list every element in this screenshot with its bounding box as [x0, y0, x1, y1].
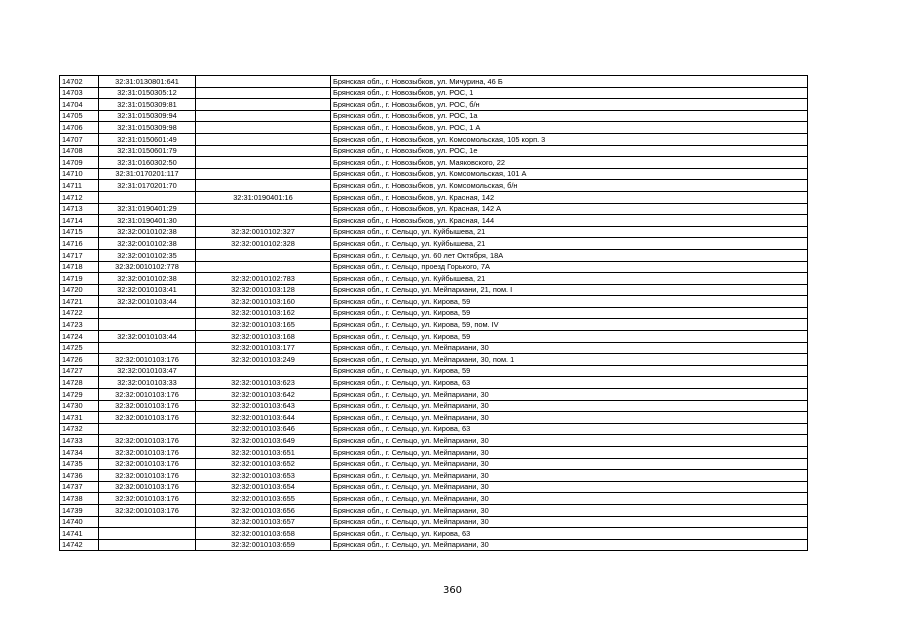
land-cadastral-number-cell — [99, 342, 196, 354]
table-row — [60, 145, 808, 157]
row-number-cell: 14702 — [60, 76, 99, 88]
row-number-cell: 14737 — [60, 481, 99, 493]
page-number: 360 — [442, 585, 463, 596]
building-cadastral-number-cell: 32:32:0010103:653 — [196, 470, 331, 482]
building-cadastral-number-cell: 32:32:0010103:655 — [196, 493, 331, 505]
land-cadastral-number-cell: 32:31:0160302:50 — [99, 157, 196, 169]
table-row — [60, 307, 808, 319]
address-cell: Брянская обл., г. Сельцо, ул. Мейпариани, 30 — [331, 389, 808, 401]
table-row — [60, 331, 808, 343]
land-cadastral-number-cell: 32:32:0010102:35 — [99, 249, 196, 261]
address-cell: Брянская обл., г. Сельцо, ул. Мейпариани, 30 — [331, 458, 808, 470]
address-cell: Брянская обл., г. Новозыбков, ул. Маяковского, 22 — [331, 157, 808, 169]
land-cadastral-number-cell — [99, 307, 196, 319]
row-number-cell: 14704 — [60, 99, 99, 111]
table-row — [60, 470, 808, 482]
building-cadastral-number-cell — [196, 168, 331, 180]
address-cell: Брянская обл., г. Сельцо, ул. Куйбышева, 21 — [331, 273, 808, 285]
row-number-cell: 14740 — [60, 516, 99, 528]
address-cell: Брянская обл., г. Сельцо, ул. Мейпариани, 30 — [331, 435, 808, 447]
row-number-cell: 14726 — [60, 354, 99, 366]
table-row — [60, 261, 808, 273]
table-row — [60, 400, 808, 412]
row-number-cell: 14703 — [60, 87, 99, 99]
row-number-cell: 14721 — [60, 296, 99, 308]
address-cell: Брянская обл., г. Новозыбков, ул. РОС, 1 — [331, 87, 808, 99]
row-number-cell: 14718 — [60, 261, 99, 273]
building-cadastral-number-cell: 32:32:0010103:649 — [196, 435, 331, 447]
row-number-cell: 14730 — [60, 400, 99, 412]
building-cadastral-number-cell: 32:32:0010102:327 — [196, 226, 331, 238]
table-row — [60, 342, 808, 354]
row-number-cell: 14723 — [60, 319, 99, 331]
row-number-cell: 14741 — [60, 528, 99, 540]
building-cadastral-number-cell — [196, 99, 331, 111]
land-cadastral-number-cell: 32:32:0010102:38 — [99, 226, 196, 238]
land-cadastral-number-cell — [99, 539, 196, 551]
address-cell: Брянская обл., г. Сельцо, ул. Куйбышева, 21 — [331, 226, 808, 238]
row-number-cell: 14731 — [60, 412, 99, 424]
address-cell: Брянская обл., г. Сельцо, ул. Кирова, 59 — [331, 365, 808, 377]
land-cadastral-number-cell: 32:31:0150309:94 — [99, 110, 196, 122]
address-cell: Брянская обл., г. Новозыбков, ул. Мичурина, 46 Б — [331, 76, 808, 88]
land-cadastral-number-cell: 32:31:0190401:30 — [99, 215, 196, 227]
row-number-cell: 14712 — [60, 191, 99, 203]
table-row — [60, 412, 808, 424]
land-cadastral-number-cell: 32:32:0010102:38 — [99, 273, 196, 285]
building-cadastral-number-cell: 32:31:0190401:16 — [196, 191, 331, 203]
table-row — [60, 516, 808, 528]
row-number-cell: 14734 — [60, 447, 99, 459]
table-row — [60, 365, 808, 377]
address-cell: Брянская обл., г. Сельцо, ул. Кирова, 63 — [331, 528, 808, 540]
table-row — [60, 203, 808, 215]
row-number-cell: 14711 — [60, 180, 99, 192]
building-cadastral-number-cell: 32:32:0010103:249 — [196, 354, 331, 366]
table-row — [60, 273, 808, 285]
table-row — [60, 133, 808, 145]
address-cell: Брянская обл., г. Новозыбков, ул. РОС, 1 А — [331, 122, 808, 134]
land-cadastral-number-cell: 32:32:0010103:176 — [99, 470, 196, 482]
building-cadastral-number-cell — [196, 110, 331, 122]
land-cadastral-number-cell: 32:32:0010103:176 — [99, 493, 196, 505]
land-cadastral-number-cell: 32:32:0010103:41 — [99, 284, 196, 296]
building-cadastral-number-cell — [196, 76, 331, 88]
land-cadastral-number-cell: 32:32:0010103:176 — [99, 412, 196, 424]
registry-table-body — [60, 76, 808, 551]
building-cadastral-number-cell — [196, 261, 331, 273]
land-cadastral-number-cell — [99, 516, 196, 528]
land-cadastral-number-cell: 32:32:0010103:176 — [99, 389, 196, 401]
address-cell: Брянская обл., г. Сельцо, ул. Мейпариани, 30 — [331, 412, 808, 424]
land-cadastral-number-cell: 32:31:0150309:81 — [99, 99, 196, 111]
row-number-cell: 14729 — [60, 389, 99, 401]
row-number-cell: 14724 — [60, 331, 99, 343]
building-cadastral-number-cell — [196, 249, 331, 261]
land-cadastral-number-cell — [99, 319, 196, 331]
address-cell: Брянская обл., г. Новозыбков, ул. РОС, 1а — [331, 110, 808, 122]
land-cadastral-number-cell: 32:31:0150601:79 — [99, 145, 196, 157]
building-cadastral-number-cell: 32:32:0010103:654 — [196, 481, 331, 493]
land-cadastral-number-cell: 32:32:0010103:44 — [99, 331, 196, 343]
table-row — [60, 110, 808, 122]
building-cadastral-number-cell: 32:32:0010103:644 — [196, 412, 331, 424]
table-row — [60, 122, 808, 134]
table-row — [60, 539, 808, 551]
address-cell: Брянская обл., г. Сельцо, ул. Мейпариани, 30 — [331, 516, 808, 528]
row-number-cell: 14708 — [60, 145, 99, 157]
address-cell: Брянская обл., г. Сельцо, ул. Мейпариани, 30 — [331, 481, 808, 493]
land-cadastral-number-cell: 32:32:0010103:33 — [99, 377, 196, 389]
address-cell: Брянская обл., г. Новозыбков, ул. Комсомольская, 101 А — [331, 168, 808, 180]
row-number-cell: 14732 — [60, 423, 99, 435]
building-cadastral-number-cell — [196, 133, 331, 145]
table-row — [60, 226, 808, 238]
building-cadastral-number-cell: 32:32:0010103:657 — [196, 516, 331, 528]
address-cell: Брянская обл., г. Сельцо, ул. Мейпариани, 30 — [331, 493, 808, 505]
land-cadastral-number-cell: 32:31:0170201:117 — [99, 168, 196, 180]
address-cell: Брянская обл., г. Новозыбков, ул. РОС, б/н — [331, 99, 808, 111]
row-number-cell: 14717 — [60, 249, 99, 261]
table-row — [60, 157, 808, 169]
table-row — [60, 76, 808, 88]
row-number-cell: 14710 — [60, 168, 99, 180]
table-row — [60, 493, 808, 505]
address-cell: Брянская обл., г. Сельцо, ул. Мейпариани, 30 — [331, 447, 808, 459]
row-number-cell: 14719 — [60, 273, 99, 285]
address-cell: Брянская обл., г. Сельцо, ул. Кирова, 63 — [331, 377, 808, 389]
land-cadastral-number-cell: 32:31:0170201:70 — [99, 180, 196, 192]
table-row — [60, 238, 808, 250]
land-cadastral-number-cell — [99, 528, 196, 540]
address-cell: Брянская обл., г. Новозыбков, ул. Красная, 142 — [331, 191, 808, 203]
building-cadastral-number-cell: 32:32:0010103:642 — [196, 389, 331, 401]
address-cell: Брянская обл., г. Сельцо, ул. Кирова, 59 — [331, 307, 808, 319]
table-row — [60, 191, 808, 203]
table-row — [60, 389, 808, 401]
building-cadastral-number-cell: 32:32:0010103:658 — [196, 528, 331, 540]
table-row — [60, 319, 808, 331]
table-row — [60, 168, 808, 180]
building-cadastral-number-cell — [196, 122, 331, 134]
land-cadastral-number-cell: 32:32:0010103:47 — [99, 365, 196, 377]
address-cell: Брянская обл., г. Сельцо, ул. Кирова, 59 — [331, 331, 808, 343]
land-cadastral-number-cell: 32:32:0010102:778 — [99, 261, 196, 273]
table-row — [60, 296, 808, 308]
address-cell: Брянская обл., г. Сельцо, ул. Кирова, 63 — [331, 423, 808, 435]
row-number-cell: 14716 — [60, 238, 99, 250]
row-number-cell: 14720 — [60, 284, 99, 296]
row-number-cell: 14706 — [60, 122, 99, 134]
table-row — [60, 481, 808, 493]
table-row — [60, 528, 808, 540]
land-cadastral-number-cell — [99, 191, 196, 203]
building-cadastral-number-cell: 32:32:0010103:128 — [196, 284, 331, 296]
table-row — [60, 377, 808, 389]
land-cadastral-number-cell: 32:31:0190401:29 — [99, 203, 196, 215]
address-cell: Брянская обл., г. Новозыбков, ул. Красная, 144 — [331, 215, 808, 227]
table-row — [60, 458, 808, 470]
row-number-cell: 14739 — [60, 504, 99, 516]
land-cadastral-number-cell: 32:32:0010103:176 — [99, 354, 196, 366]
land-cadastral-number-cell: 32:32:0010103:176 — [99, 400, 196, 412]
address-cell: Брянская обл., г. Новозыбков, ул. Красная, 142 А — [331, 203, 808, 215]
land-cadastral-number-cell: 32:31:0130801:641 — [99, 76, 196, 88]
address-cell: Брянская обл., г. Новозыбков, ул. Комсомольская, 105 корп. 3 — [331, 133, 808, 145]
table-row — [60, 435, 808, 447]
table-row — [60, 504, 808, 516]
building-cadastral-number-cell — [196, 365, 331, 377]
building-cadastral-number-cell: 32:32:0010103:165 — [196, 319, 331, 331]
table-row — [60, 215, 808, 227]
building-cadastral-number-cell — [196, 180, 331, 192]
row-number-cell: 14727 — [60, 365, 99, 377]
building-cadastral-number-cell: 32:32:0010103:162 — [196, 307, 331, 319]
row-number-cell: 14725 — [60, 342, 99, 354]
row-number-cell: 14742 — [60, 539, 99, 551]
building-cadastral-number-cell: 32:32:0010102:783 — [196, 273, 331, 285]
land-cadastral-number-cell: 32:32:0010102:38 — [99, 238, 196, 250]
building-cadastral-number-cell: 32:32:0010103:623 — [196, 377, 331, 389]
address-cell: Брянская обл., г. Сельцо, ул. 60 лет Октября, 18А — [331, 249, 808, 261]
land-cadastral-number-cell: 32:32:0010103:176 — [99, 504, 196, 516]
land-cadastral-number-cell: 32:32:0010103:176 — [99, 481, 196, 493]
row-number-cell: 14713 — [60, 203, 99, 215]
address-cell: Брянская обл., г. Сельцо, проезд Горького, 7А — [331, 261, 808, 273]
address-cell: Брянская обл., г. Новозыбков, ул. РОС, 1е — [331, 145, 808, 157]
table-row — [60, 423, 808, 435]
address-cell: Брянская обл., г. Сельцо, ул. Куйбышева, 21 — [331, 238, 808, 250]
address-cell: Брянская обл., г. Сельцо, ул. Кирова, 59 — [331, 296, 808, 308]
building-cadastral-number-cell — [196, 215, 331, 227]
land-cadastral-number-cell: 32:32:0010103:176 — [99, 458, 196, 470]
building-cadastral-number-cell: 32:32:0010103:652 — [196, 458, 331, 470]
address-cell: Брянская обл., г. Сельцо, ул. Мейпариани, 21, пом. I — [331, 284, 808, 296]
table-row — [60, 354, 808, 366]
building-cadastral-number-cell — [196, 145, 331, 157]
registry-table — [59, 75, 808, 551]
building-cadastral-number-cell: 32:32:0010103:651 — [196, 447, 331, 459]
building-cadastral-number-cell: 32:32:0010103:168 — [196, 331, 331, 343]
table-row — [60, 99, 808, 111]
table-row — [60, 87, 808, 99]
land-cadastral-number-cell: 32:31:0150305:12 — [99, 87, 196, 99]
row-number-cell: 14722 — [60, 307, 99, 319]
land-cadastral-number-cell: 32:32:0010103:44 — [99, 296, 196, 308]
address-cell: Брянская обл., г. Сельцо, ул. Мейпариани, 30 — [331, 342, 808, 354]
row-number-cell: 14714 — [60, 215, 99, 227]
building-cadastral-number-cell: 32:32:0010103:177 — [196, 342, 331, 354]
building-cadastral-number-cell: 32:32:0010102:328 — [196, 238, 331, 250]
row-number-cell: 14738 — [60, 493, 99, 505]
table-row — [60, 284, 808, 296]
row-number-cell: 14715 — [60, 226, 99, 238]
row-number-cell: 14707 — [60, 133, 99, 145]
row-number-cell: 14705 — [60, 110, 99, 122]
row-number-cell: 14709 — [60, 157, 99, 169]
row-number-cell: 14728 — [60, 377, 99, 389]
row-number-cell: 14736 — [60, 470, 99, 482]
row-number-cell: 14733 — [60, 435, 99, 447]
building-cadastral-number-cell — [196, 203, 331, 215]
land-cadastral-number-cell: 32:32:0010103:176 — [99, 447, 196, 459]
table-row — [60, 249, 808, 261]
address-cell: Брянская обл., г. Сельцо, ул. Мейпариани, 30 — [331, 400, 808, 412]
address-cell: Брянская обл., г. Сельцо, ул. Мейпариани, 30 — [331, 504, 808, 516]
table-row — [60, 180, 808, 192]
address-cell: Брянская обл., г. Новозыбков, ул. Комсомольская, б/н — [331, 180, 808, 192]
building-cadastral-number-cell: 32:32:0010103:646 — [196, 423, 331, 435]
building-cadastral-number-cell: 32:32:0010103:160 — [196, 296, 331, 308]
row-number-cell: 14735 — [60, 458, 99, 470]
building-cadastral-number-cell: 32:32:0010103:656 — [196, 504, 331, 516]
address-cell: Брянская обл., г. Сельцо, ул. Кирова, 59, пом. IV — [331, 319, 808, 331]
address-cell: Брянская обл., г. Сельцо, ул. Мейпариани, 30, пом. 1 — [331, 354, 808, 366]
building-cadastral-number-cell — [196, 157, 331, 169]
address-cell: Брянская обл., г. Сельцо, ул. Мейпариани, 30 — [331, 470, 808, 482]
land-cadastral-number-cell: 32:31:0150309:98 — [99, 122, 196, 134]
address-cell: Брянская обл., г. Сельцо, ул. Мейпариани, 30 — [331, 539, 808, 551]
land-cadastral-number-cell: 32:32:0010103:176 — [99, 435, 196, 447]
building-cadastral-number-cell — [196, 87, 331, 99]
land-cadastral-number-cell — [99, 423, 196, 435]
building-cadastral-number-cell: 32:32:0010103:659 — [196, 539, 331, 551]
building-cadastral-number-cell: 32:32:0010103:643 — [196, 400, 331, 412]
land-cadastral-number-cell: 32:31:0150601:49 — [99, 133, 196, 145]
table-row — [60, 447, 808, 459]
